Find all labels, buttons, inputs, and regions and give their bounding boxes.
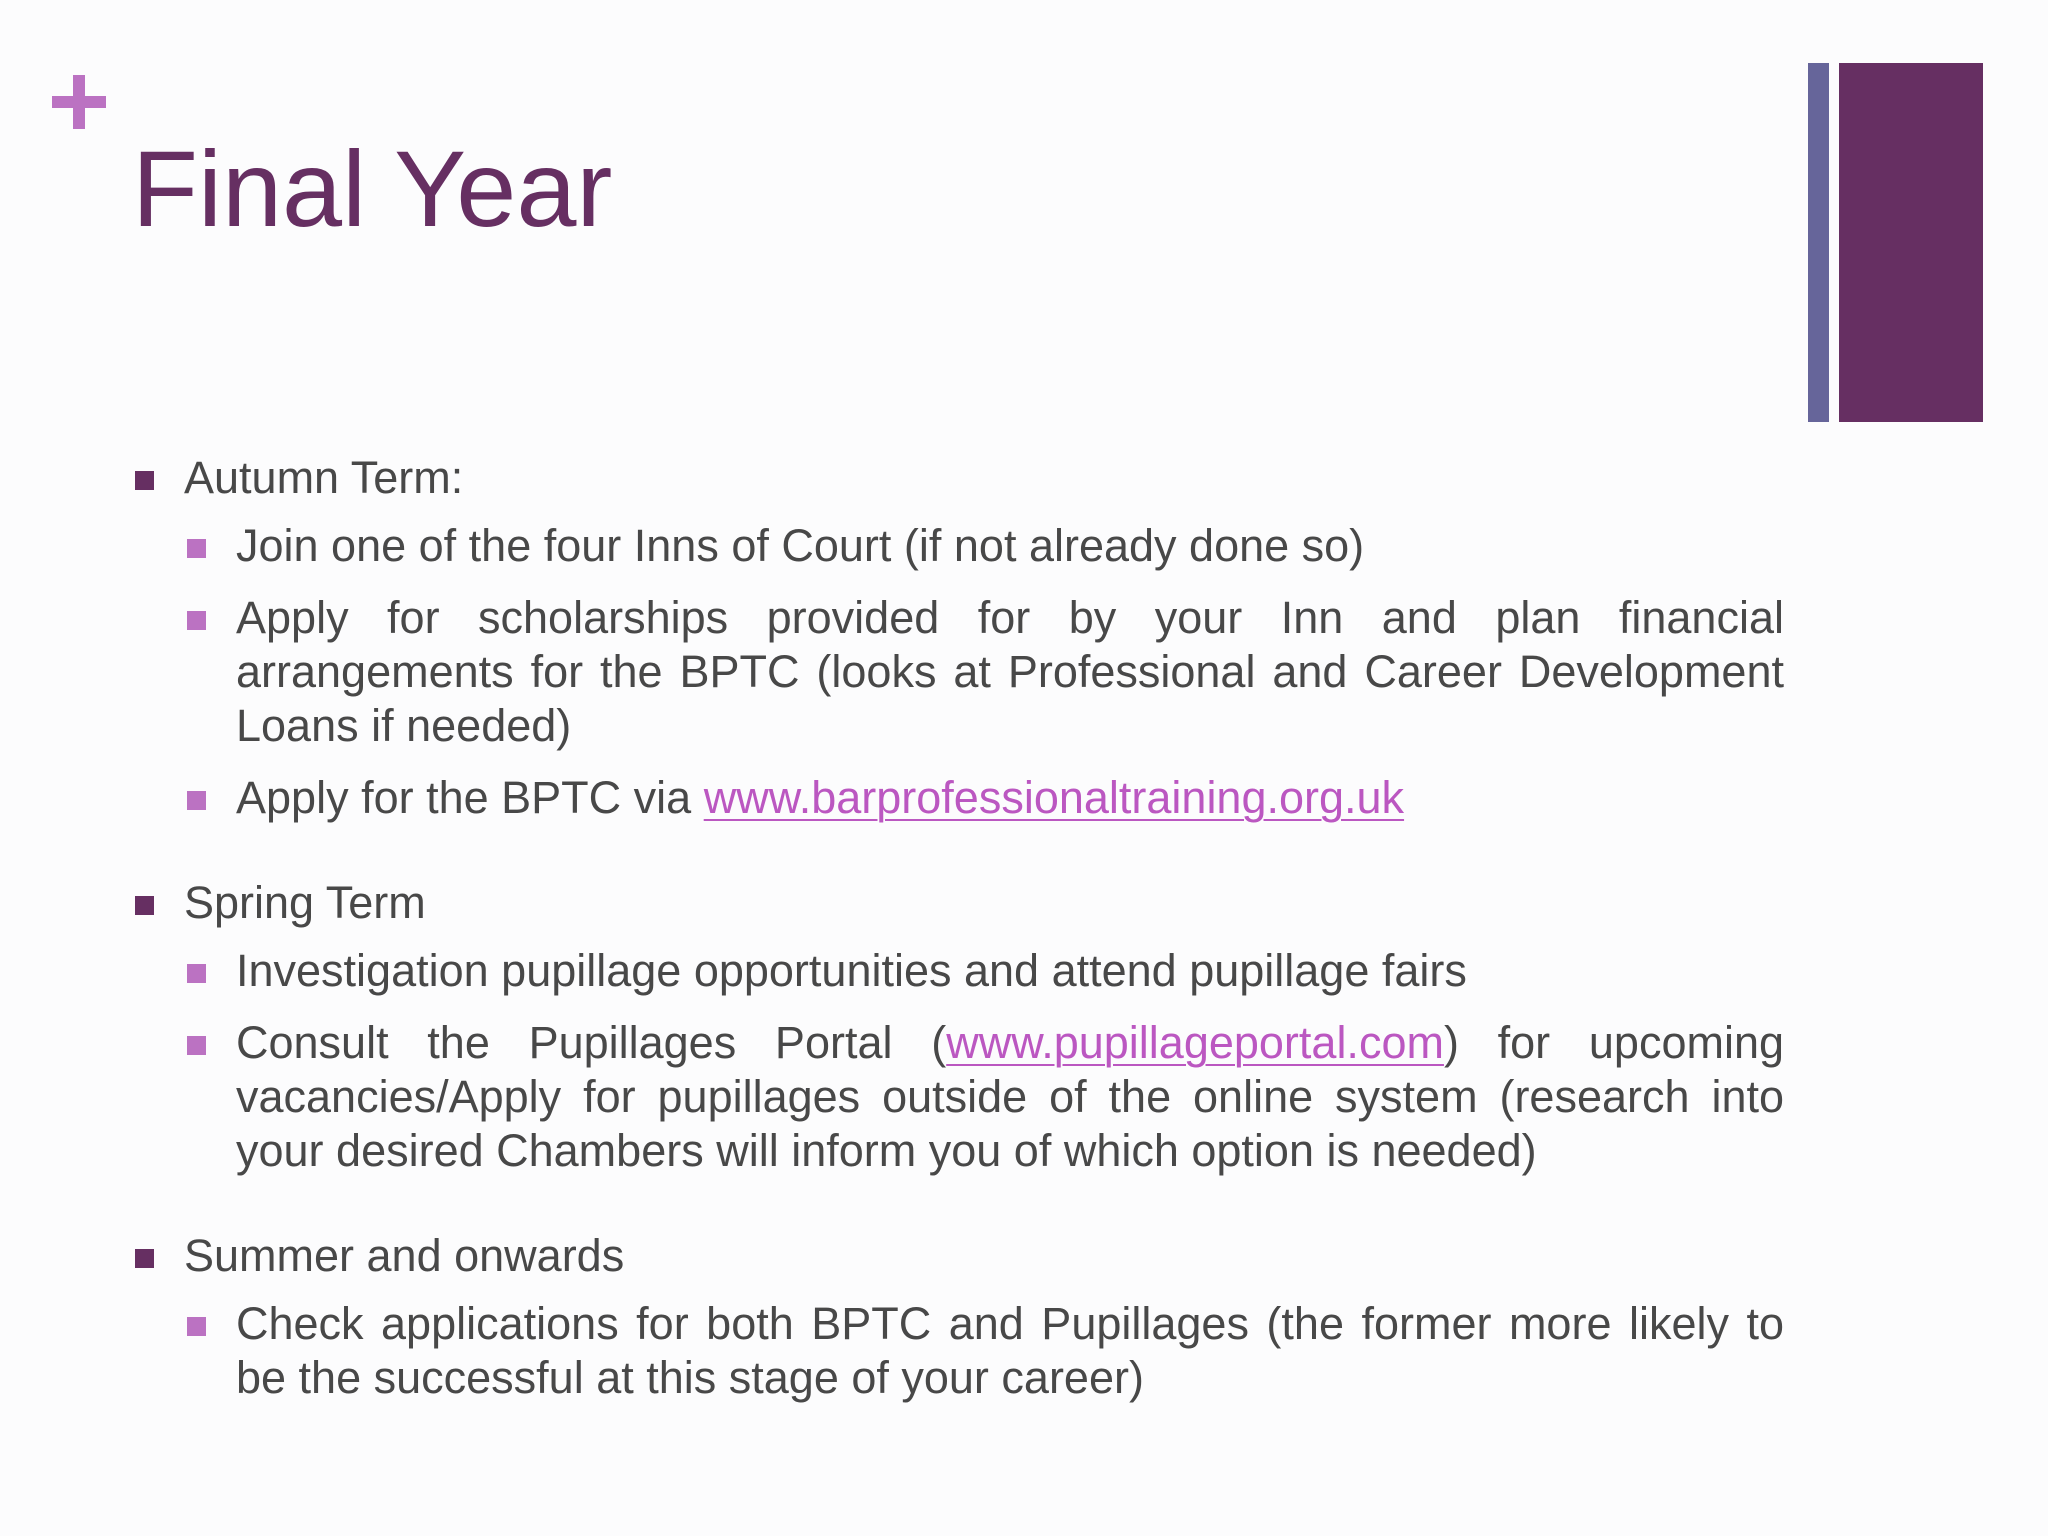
square-bullet-icon — [187, 611, 206, 630]
plus-icon — [52, 75, 106, 129]
section-heading-summer — [132, 1229, 1784, 1283]
list-item-text: ) for upcoming vacancies/Apply for pupillages outside of the online system (research into your desired Chambers will inform you of which option is needed) — [236, 1017, 1785, 1176]
square-bullet-icon — [135, 1249, 154, 1268]
square-bullet-icon — [187, 964, 206, 983]
list-item-text: Join one of the four Inns of Court (if not already done so) — [236, 520, 1365, 571]
square-bullet-icon — [187, 791, 206, 810]
list-item-text: Apply for scholarships provided for by your Inn and plan financial arrangements for the BPTC (looks at Professional and Career Development Loans if needed) — [236, 592, 1784, 751]
square-bullet-icon — [187, 539, 206, 558]
section-heading-text: Summer and onwards — [184, 1230, 625, 1281]
list-item — [132, 519, 1784, 573]
section-heading-text: Spring Term — [184, 877, 426, 928]
list-item-text: Investigation pupillage opportunities and attend pupillage fairs — [236, 945, 1467, 996]
section-heading-autumn — [132, 451, 1784, 505]
section-heading-text: Autumn Term: — [184, 452, 464, 503]
pupillage-portal-link[interactable]: www.pupillageportal.com — [946, 1017, 1444, 1068]
section-heading-spring — [132, 876, 1784, 930]
list-item-text: Consult the Pupillages Portal ( — [236, 1017, 947, 1068]
square-bullet-icon — [135, 471, 154, 490]
list-item-text: Apply for the BPTC via — [236, 772, 704, 823]
list-item — [132, 771, 1784, 825]
list-item — [132, 1297, 1784, 1405]
slide-title: Final Year — [132, 128, 613, 249]
bptc-website-link[interactable]: www.barprofessionaltraining.org.uk — [703, 772, 1405, 823]
list-item-text: Check applications for both BPTC and Pupillages (the former more likely to be the successful at this stage of your career) — [236, 1298, 1784, 1403]
square-bullet-icon — [187, 1036, 206, 1055]
slide-content — [132, 451, 1784, 1423]
accent-bar-thick — [1839, 63, 1983, 422]
square-bullet-icon — [135, 896, 154, 915]
list-item — [132, 1016, 1784, 1178]
square-bullet-icon — [187, 1317, 206, 1336]
list-item — [132, 944, 1784, 998]
list-item — [132, 591, 1784, 753]
accent-bar-thin — [1808, 63, 1829, 422]
